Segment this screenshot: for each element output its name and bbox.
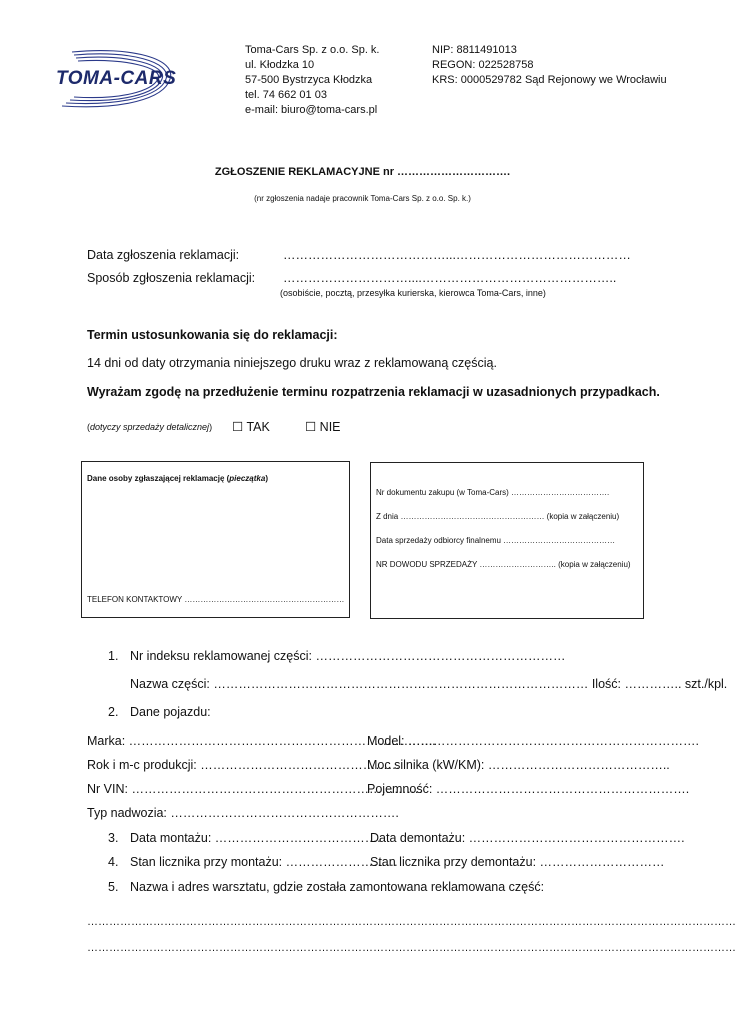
submitter-title-pre: Dane osoby zgłaszającej reklamację (	[87, 474, 230, 483]
purchase-date-field[interactable]: Z dnia ……………………………………………… (kopia w załączeniu)	[376, 512, 620, 521]
term-text: 14 dni od daty otrzymania niniejszego druku wraz z reklamowaną częścią.	[87, 356, 497, 370]
body-type-field[interactable]: Typ nadwozia: ……………………………………………….	[87, 806, 399, 820]
date-field[interactable]: …………………………………...……………………………………	[283, 248, 631, 262]
install-mileage-field[interactable]: Stan licznika przy montażu: ………………………	[130, 855, 399, 869]
term-heading: Termin ustosunkowania się do reklamacji:	[87, 328, 338, 342]
part-name-field[interactable]: Nazwa części: ……………………………………………………………………………… Ilość: ………….. szt./kpl.	[130, 677, 728, 691]
method-field[interactable]: …………………………....………………………………………..	[283, 271, 617, 285]
final-sale-date-field[interactable]: Data sprzedaży odbiorcy finalnemu ……………………………………	[376, 536, 616, 545]
sale-proof-field[interactable]: NR DOWODU SPRZEDAŻY ……………………….. (kopia w załączeniu)	[376, 560, 631, 569]
vehicle-data-label: Dane pojazdu:	[130, 705, 211, 719]
form-title: ZGŁOSZENIE REKLAMACYJNE nr ………………………….	[214, 166, 511, 178]
consent-note	[87, 422, 212, 432]
purchase-box	[370, 462, 644, 619]
company-logo	[52, 44, 177, 114]
install-date-field[interactable]: Data montażu: ………………………………….	[130, 831, 381, 845]
purchase-doc-field[interactable]: Nr dokumentu zakupu (w Toma-Cars) ……………………………….	[376, 488, 610, 497]
workshop-line-1[interactable]: ……………………………………………………………………………………………………………………………………………………………	[87, 916, 736, 928]
consent-note-open: (	[87, 422, 90, 432]
method-label: Sposób zgłoszenia reklamacji:	[87, 271, 256, 285]
brand-field[interactable]: Marka: ………………………………………………………………..	[87, 734, 436, 748]
production-date-field[interactable]: Rok i m-c produkcji: …………………………………………	[87, 758, 401, 772]
item-number: 5.	[108, 880, 119, 894]
removal-mileage-field[interactable]: Stan licznika przy demontażu: …………………………	[370, 855, 665, 869]
item-number: 4.	[108, 855, 119, 869]
item-number: 1.	[108, 649, 119, 663]
company-line: tel. 74 662 01 03	[245, 89, 327, 101]
regon: REGON: 022528758	[432, 59, 534, 71]
vin-field[interactable]: Nr VIN: …………………………………………………………….	[87, 782, 423, 796]
submitter-title-em: pieczątka	[229, 474, 266, 483]
company-line: Toma-Cars Sp. z o.o. Sp. k.	[245, 44, 380, 56]
part-index-field[interactable]: Nr indeksu reklamowanej części: ……………………………………………………	[130, 649, 566, 663]
nip: NIP: 8811491013	[432, 44, 517, 56]
contact-phone-field[interactable]: TELEFON KONTAKTOWY ……………………………………………………	[87, 595, 345, 604]
engine-power-field[interactable]: Moc silnika (kW/KM): ……………………………………..	[367, 758, 670, 772]
consent-note-close: )	[209, 422, 213, 432]
company-address	[245, 43, 380, 118]
form-subtitle: (nr zgłoszenia nadaje pracownik Toma-Cars Sp. z o.o. Sp. k.)	[254, 194, 471, 203]
company-email: e-mail: biuro@toma-cars.pl	[245, 104, 378, 116]
logo-text: TOMA-CARS	[56, 68, 177, 89]
consent-text: Wyrażam zgodę na przedłużenie terminu rozpatrzenia reklamacji w uzasadnionych przypadkach.	[87, 385, 660, 399]
consent-note-text: dotyczy sprzedaży detalicznej	[90, 422, 210, 432]
item-number: 2.	[108, 705, 119, 719]
submitter-box[interactable]	[81, 461, 350, 618]
company-registration	[432, 43, 667, 88]
company-line: 57-500 Bystrzyca Kłodzka	[245, 74, 373, 86]
company-line: ul. Kłodzka 10	[245, 59, 315, 71]
item-number: 3.	[108, 831, 119, 845]
removal-date-field[interactable]: Data demontażu: …………………………………………….	[370, 831, 685, 845]
engine-capacity-field[interactable]: Pojemność: …………………………………………………….	[367, 782, 690, 796]
option-tak-checkbox[interactable]: ☐ TAK	[232, 420, 270, 434]
workshop-line-2[interactable]: ……………………………………………………………………………………………………………………………………………………………	[87, 942, 736, 954]
submitter-title-post: )	[265, 474, 268, 483]
krs: KRS: 0000529782 Sąd Rejonowy we Wrocławiu	[432, 74, 667, 86]
method-note: (osobiście, pocztą, przesyłka kurierska, kierowca Toma-Cars, inne)	[280, 288, 546, 298]
date-label: Data zgłoszenia reklamacji:	[87, 248, 240, 262]
model-field[interactable]: Model: …………………………………………………………….	[367, 734, 699, 748]
option-nie-checkbox[interactable]: ☐ NIE	[305, 420, 341, 434]
workshop-label: Nazwa i adres warsztatu, gdzie została zamontowana reklamowana część:	[130, 880, 545, 894]
submitter-box-title	[87, 474, 268, 483]
